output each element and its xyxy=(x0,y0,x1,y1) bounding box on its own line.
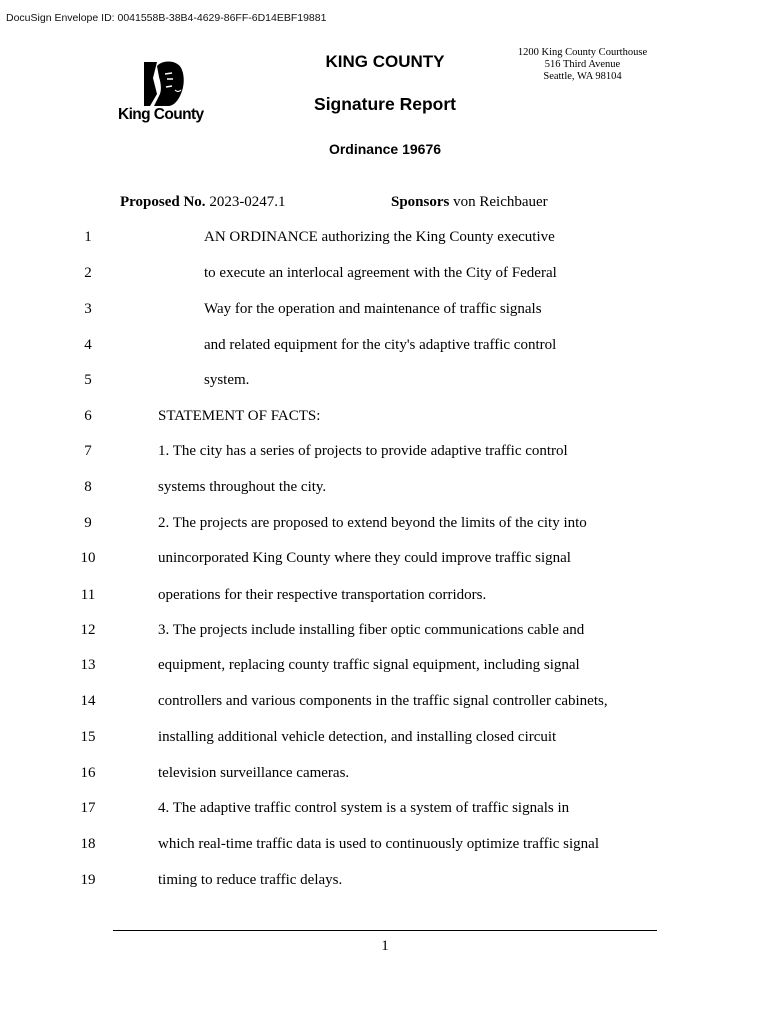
line-number: 15 xyxy=(80,729,96,745)
line-number: 16 xyxy=(80,765,96,781)
body-line: to execute an interlocal agreement with the City of Federal xyxy=(204,265,557,281)
address-line: 516 Third Avenue xyxy=(544,59,621,70)
footer-divider xyxy=(113,930,657,931)
proposed-label: Proposed No. xyxy=(120,194,206,210)
body-line: equipment, replacing county traffic signal equipment, including signal xyxy=(158,657,580,673)
line-number: 13 xyxy=(80,657,96,673)
line-number: 3 xyxy=(84,301,92,317)
body-line: system. xyxy=(204,372,250,388)
body-line: 2. The projects are proposed to extend beyond the limits of the city into xyxy=(158,515,587,531)
line-number: 14 xyxy=(80,693,96,709)
sponsors-value: von Reichbauer xyxy=(453,194,548,210)
line-number: 10 xyxy=(80,550,96,566)
body-line: STATEMENT OF FACTS: xyxy=(158,408,321,424)
body-line: AN ORDINANCE authorizing the King County executive xyxy=(204,229,555,245)
line-number: 18 xyxy=(80,836,96,852)
line-number: 8 xyxy=(84,479,92,495)
line-number: 9 xyxy=(84,515,92,531)
body-line: 4. The adaptive traffic control system is a system of traffic signals in xyxy=(158,800,570,816)
address-line: 1200 King County Courthouse xyxy=(517,47,648,58)
body-line: operations for their respective transportation corridors. xyxy=(158,587,487,603)
line-number: 5 xyxy=(84,372,92,388)
body-line: unincorporated King County where they could improve traffic signal xyxy=(158,550,571,566)
line-number: 19 xyxy=(80,872,96,888)
line-number: 17 xyxy=(80,800,96,816)
address-line: Seattle, WA 98104 xyxy=(543,71,622,82)
line-number: 12 xyxy=(80,622,96,638)
body-line: and related equipment for the city's adaptive traffic control xyxy=(204,337,557,353)
report-title: Signature Report xyxy=(314,94,456,114)
body-line: Way for the operation and maintenance of traffic signals xyxy=(204,301,542,317)
body-line: controllers and various components in the traffic signal controller cabinets, xyxy=(158,693,608,709)
logo-wordmark: King County xyxy=(118,106,204,123)
line-number: 2 xyxy=(84,265,92,281)
body-line: installing additional vehicle detection, and installing closed circuit xyxy=(158,729,557,745)
mlk-portrait-icon xyxy=(142,60,186,106)
line-number: 6 xyxy=(84,408,92,424)
county-address xyxy=(505,47,660,83)
body-line: systems throughout the city. xyxy=(158,479,327,495)
body-line: 1. The city has a series of projects to provide adaptive traffic control xyxy=(158,443,568,459)
proposed-number xyxy=(120,194,286,211)
sponsors xyxy=(391,194,548,211)
page-number: 1 xyxy=(381,938,389,954)
line-number: 7 xyxy=(84,443,92,459)
body-line: 3. The projects include installing fiber optic communications cable and xyxy=(158,622,585,638)
line-number: 1 xyxy=(84,229,92,245)
ordinance-number: Ordinance 19676 xyxy=(328,141,442,157)
county-title: KING COUNTY xyxy=(325,52,445,71)
sponsors-label: Sponsors xyxy=(391,194,450,210)
body-line: timing to reduce traffic delays. xyxy=(158,872,343,888)
proposed-value: 2023-0247.1 xyxy=(209,194,286,210)
line-number: 4 xyxy=(84,337,92,353)
body-line: which real-time traffic data is used to continuously optimize traffic signal xyxy=(158,836,599,852)
body-line: television surveillance cameras. xyxy=(158,765,350,781)
docusign-envelope-id: DocuSign Envelope ID: 0041558B-38B4-4629-86FF-6D14EBF19881 xyxy=(6,12,327,24)
king-county-logo xyxy=(118,60,214,130)
line-number: 11 xyxy=(80,587,96,603)
